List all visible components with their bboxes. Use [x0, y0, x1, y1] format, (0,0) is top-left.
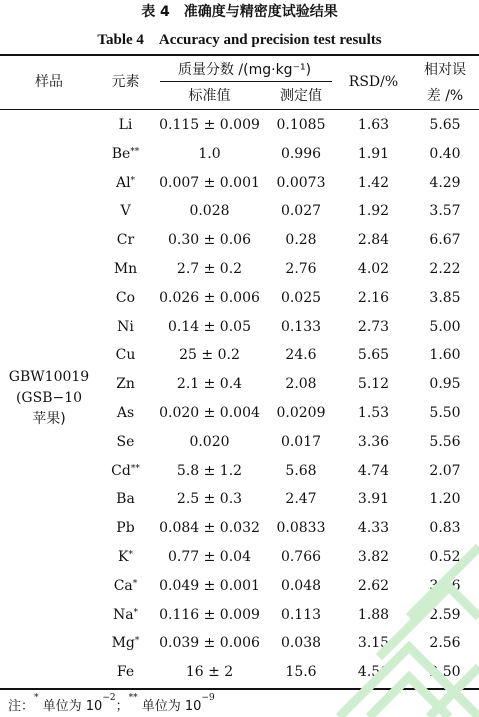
element-cell — [98, 485, 153, 513]
standard-value-cell: 0.026 ± 0.006 — [159, 289, 260, 306]
relative-error-cell: 2.50 — [429, 664, 461, 681]
element-symbol: Na — [112, 606, 134, 623]
element-cell — [98, 428, 153, 456]
sample-name-line: GBW10019 — [8, 369, 90, 385]
element-cell — [98, 226, 153, 254]
measured-value-cell: 5.68 — [285, 462, 317, 479]
measured-value-cell: 2.08 — [285, 376, 317, 393]
element-symbol: Co — [115, 289, 136, 306]
rsd-cell: 3.91 — [357, 491, 390, 508]
rsd-cell: 1.63 — [357, 117, 390, 133]
rsd-cell: 3.82 — [357, 549, 390, 565]
standard-value-cell: 0.77 ± 0.04 — [168, 549, 251, 565]
relative-error-cell: 3.57 — [429, 203, 461, 220]
relative-error-cell: 0.52 — [429, 549, 461, 565]
element-cell — [98, 514, 153, 542]
rsd-cell: 4.74 — [357, 462, 390, 479]
sample-name-line: (GSB−10 — [15, 390, 83, 406]
rsd-cell: 5.12 — [357, 376, 390, 393]
relative-error-cell: 3.85 — [429, 289, 461, 306]
element-symbol: Se — [116, 433, 135, 450]
relative-error-cell: 2.22 — [429, 261, 461, 277]
element-unit-mark: ** — [130, 146, 140, 157]
rsd-cell: 4.02 — [357, 261, 390, 277]
measured-value-cell: 0.133 — [280, 318, 322, 335]
relative-error-cell: 6.67 — [429, 232, 461, 249]
element-cell — [98, 140, 153, 168]
rsd-cell: 3.36 — [357, 433, 390, 450]
measured-value-cell: 0.1085 — [276, 117, 326, 133]
element-symbol: As — [116, 405, 135, 421]
measured-value-cell: 0.017 — [280, 433, 322, 450]
measured-value-cell: 15.6 — [285, 664, 317, 681]
sample-name — [0, 367, 98, 430]
element-unit-mark: * — [132, 578, 138, 589]
element-symbol: Pb — [116, 520, 135, 537]
note-exp1: −2 — [102, 693, 116, 703]
relative-error-cell: 5.56 — [429, 433, 461, 450]
element-cell — [98, 601, 153, 629]
relative-error-cell: 0.83 — [429, 520, 461, 537]
relative-error-cell: 4.29 — [429, 174, 461, 191]
standard-value-cell: 0.084 ± 0.032 — [159, 520, 260, 537]
rsd-cell: 1.88 — [357, 606, 390, 623]
header-element: 元素 — [111, 74, 140, 90]
element-cell — [98, 341, 153, 369]
measured-value-cell: 0.025 — [280, 289, 322, 306]
relative-error-cell: 2.59 — [429, 606, 461, 623]
element-symbol: Ni — [117, 318, 134, 335]
header-sample: 样品 — [35, 74, 63, 90]
measured-value-cell: 24.6 — [285, 347, 317, 364]
standard-value-cell: 2.1 ± 0.4 — [176, 376, 243, 393]
element-symbol: Fe — [116, 664, 135, 681]
relative-error-cell: 1.60 — [429, 347, 461, 364]
standard-value-cell: 2.7 ± 0.2 — [176, 261, 243, 277]
rsd-cell: 5.65 — [357, 347, 390, 364]
header-rsd: RSD/% — [348, 74, 399, 90]
measured-value-cell: 0.28 — [285, 232, 317, 249]
standard-value-cell: 0.049 ± 0.001 — [159, 577, 260, 594]
relative-error-cell: 5.65 — [429, 117, 461, 133]
measured-value-cell: 0.113 — [280, 606, 322, 623]
rsd-cell: 2.62 — [357, 577, 390, 594]
measured-value-cell: 0.996 — [280, 145, 322, 162]
relative-error-cell: 5.50 — [429, 405, 461, 421]
element-symbol: Be — [111, 145, 131, 162]
relative-error-cell: 0.40 — [429, 145, 461, 162]
measured-value-cell: 0.0833 — [276, 520, 326, 537]
note-double-star: ** — [128, 693, 138, 703]
note-label: 注： — [8, 699, 35, 714]
sample-name-line: 苹果) — [32, 411, 66, 427]
element-symbol: Cr — [116, 232, 135, 249]
element-cell — [98, 111, 153, 139]
element-cell — [98, 197, 153, 225]
element-symbol: Ba — [116, 491, 135, 508]
element-symbol: Zn — [116, 376, 135, 393]
relative-error-cell: 2.56 — [429, 635, 461, 652]
measured-value-cell: 0.048 — [280, 577, 322, 594]
element-unit-mark: ** — [130, 463, 140, 474]
measured-value-cell: 2.76 — [285, 261, 317, 277]
measured-value-cell: 0.038 — [280, 635, 322, 652]
rsd-cell: 4.56 — [357, 664, 390, 681]
rsd-cell: 2.73 — [357, 318, 390, 335]
measured-value-cell: 0.0073 — [276, 174, 326, 191]
watermark-pattern — [309, 507, 479, 717]
element-cell — [98, 457, 153, 485]
element-cell — [98, 313, 153, 341]
header-rel-err-2: 差 /% — [426, 88, 464, 104]
measured-value-cell: 0.766 — [280, 549, 322, 565]
note-star: * — [34, 693, 39, 703]
element-symbol: Li — [118, 117, 133, 133]
element-cell — [98, 399, 153, 427]
standard-value-cell: 0.116 ± 0.009 — [159, 606, 260, 623]
standard-value-cell: 0.30 ± 0.06 — [168, 232, 251, 249]
rsd-cell: 2.16 — [357, 289, 390, 306]
header-measured: 测定值 — [280, 88, 322, 104]
standard-value-cell: 0.039 ± 0.006 — [159, 635, 260, 652]
element-cell — [98, 255, 153, 283]
element-cell — [98, 629, 153, 657]
standard-value-cell: 0.14 ± 0.05 — [168, 318, 251, 335]
measured-value-cell: 0.0209 — [276, 405, 326, 421]
note-exp2: −9 — [201, 693, 215, 703]
standard-value-cell: 0.115 ± 0.009 — [159, 117, 260, 133]
rsd-cell: 4.33 — [357, 520, 390, 537]
table-note — [8, 695, 215, 714]
relative-error-cell: 2.07 — [429, 462, 461, 479]
rsd-cell: 3.15 — [357, 635, 390, 652]
standard-value-cell: 0.007 ± 0.001 — [159, 174, 260, 191]
note-part2: 单位为 10 — [137, 699, 202, 714]
header-rel-err-1: 相对误 — [424, 62, 466, 78]
measured-value-cell: 2.47 — [285, 491, 317, 508]
element-symbol: Mn — [113, 261, 138, 277]
element-symbol: V — [120, 203, 131, 220]
header-underline — [160, 81, 332, 82]
header-mass-fraction: 质量分数 /(mg·kg⁻¹) — [177, 62, 312, 78]
rsd-cell: 1.42 — [357, 174, 390, 191]
element-cell — [98, 370, 153, 398]
standard-value-cell: 25 ± 0.2 — [179, 347, 240, 364]
standard-value-cell: 16 ± 2 — [185, 664, 234, 681]
element-symbol: Mg — [111, 635, 135, 652]
table-title-en: Table 4 Accuracy and precision test results — [97, 32, 382, 48]
table-title-cn: 表 4 准确度与精密度试验结果 — [141, 4, 338, 20]
standard-value-cell: 5.8 ± 1.2 — [176, 462, 243, 479]
standard-value-cell: 2.5 ± 0.3 — [176, 491, 243, 508]
relative-error-cell: 3.06 — [429, 577, 461, 594]
element-unit-mark: * — [134, 636, 140, 647]
top-rule — [0, 54, 479, 56]
standard-value-cell: 0.028 — [189, 203, 230, 220]
element-unit-mark: * — [128, 550, 133, 560]
measured-value-cell: 0.027 — [280, 203, 322, 220]
element-symbol: Ca — [113, 577, 133, 594]
element-cell — [98, 543, 153, 571]
header-rule — [0, 109, 479, 110]
standard-value-cell: 0.020 ± 0.004 — [159, 405, 260, 421]
relative-error-cell: 0.95 — [429, 376, 461, 393]
element-unit-mark: * — [130, 175, 136, 186]
relative-error-cell: 1.20 — [429, 491, 461, 508]
note-part1: 单位为 10 — [38, 699, 103, 714]
rsd-cell: 1.91 — [357, 145, 390, 162]
element-unit-mark: * — [133, 607, 139, 618]
element-symbol: Al — [115, 174, 131, 191]
element-symbol: Cu — [115, 347, 136, 364]
standard-value-cell: 0.020 — [189, 433, 230, 450]
rsd-cell: 1.53 — [357, 405, 390, 421]
element-cell — [98, 169, 153, 197]
element-symbol: K — [118, 549, 129, 565]
rsd-cell: 2.84 — [357, 232, 390, 249]
element-cell — [98, 658, 153, 686]
standard-value-cell: 1.0 — [198, 145, 221, 162]
note-sep: ； — [115, 699, 129, 714]
rsd-cell: 1.92 — [357, 203, 390, 220]
element-symbol: Cd — [111, 462, 131, 479]
element-cell — [98, 284, 153, 312]
header-standard: 标准值 — [188, 88, 231, 104]
element-cell — [98, 572, 153, 600]
relative-error-cell: 5.00 — [429, 318, 461, 335]
